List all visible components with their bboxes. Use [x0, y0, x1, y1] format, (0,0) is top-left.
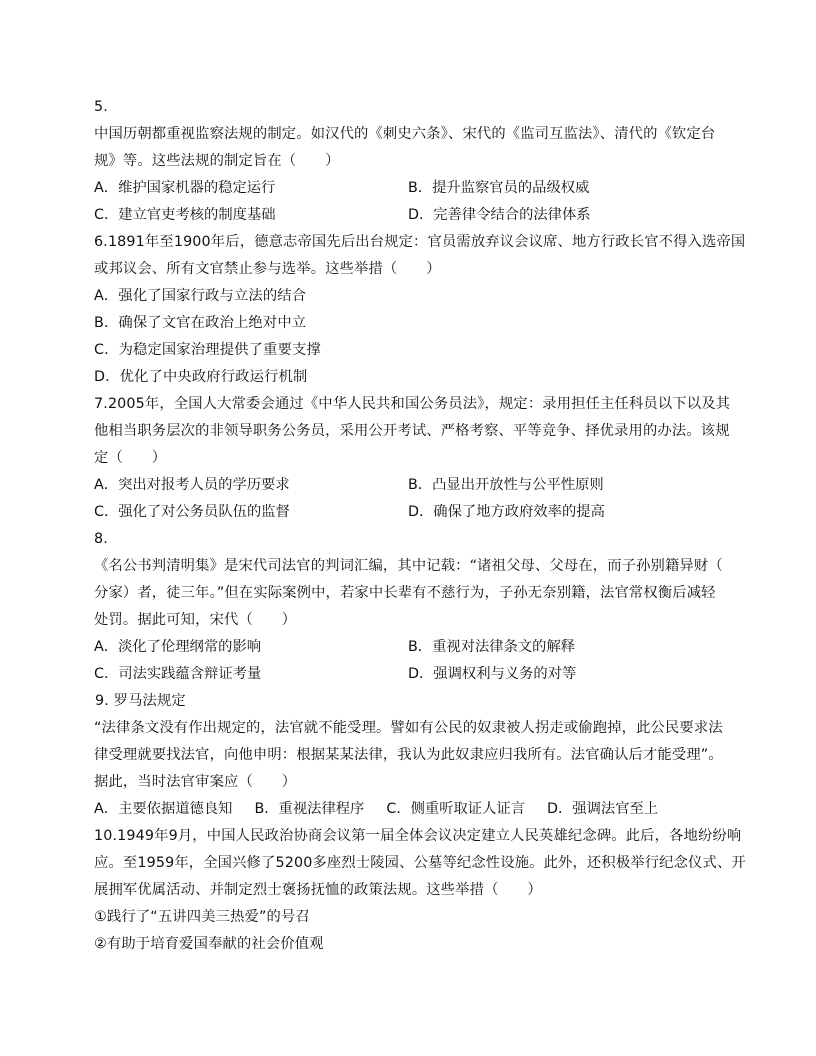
option-row [94, 796, 722, 823]
question-5 [94, 94, 722, 229]
option-row [94, 202, 722, 229]
option-c[interactable]: C．为稳定国家治理提供了重要支撑 [94, 342, 321, 358]
option-row [94, 175, 722, 202]
option-d[interactable]: D．完善律令结合的法律体系 [408, 207, 591, 223]
question-stem-line: 律受理就要找法官，向他申明：根据某某法律，我认为此奴隶应归我所有。法官确认后才能受理”。 [94, 747, 723, 763]
option-d[interactable]: D．强调法官至上 [547, 801, 659, 817]
option-a[interactable]: A．强化了国家行政与立法的结合 [94, 288, 307, 304]
option-row [94, 634, 722, 661]
question-7 [94, 391, 731, 526]
question-stem-line: 6.1891年至1900年后，德意志帝国先后出台规定：官员需放弃议会议席、地方行政长官不得入选帝国 [94, 234, 746, 250]
option-row [94, 472, 722, 499]
question-number: 5. [94, 99, 108, 115]
option-row [94, 661, 722, 688]
option-c[interactable]: C．强化了对公务员队伍的监督 [94, 504, 290, 520]
option-c[interactable]: C．建立官吏考核的制度基础 [94, 207, 276, 223]
statement-item: ①践行了“五讲四美三热爱”的号召 [94, 909, 310, 925]
question-stem-line: 10.1949年9月，中国人民政治协商会议第一届全体会议决定建立人民英雄纪念碑。此后，各地纷纷响 [94, 828, 742, 844]
question-stem-line: 他相当职务层次的非领导职务公务员，采用公开考试、严格考察、平等竞争、择优录用的办法。该规 [94, 423, 730, 439]
option-a[interactable]: A．主要依据道德良知 [94, 801, 233, 817]
statement-item: ②有助于培育爱国奉献的社会价值观 [94, 936, 324, 952]
question-8 [94, 526, 722, 688]
option-b[interactable]: B．确保了文官在政治上绝对中立 [94, 315, 307, 331]
question-stem-line: 《名公书判清明集》是宋代司法官的判词汇编，其中记载：“诸祖父母、父母在，而子孙别籍异财（ [94, 558, 723, 574]
question-stem-line: 规》等。这些法规的制定旨在（ ） [94, 153, 340, 169]
question-list [94, 94, 746, 958]
option-a[interactable]: A．维护国家机器的稳定运行 [94, 180, 276, 196]
option-b[interactable]: B．重视对法律条文的解释 [408, 639, 576, 655]
question-stem-line: 定（ ） [94, 450, 167, 466]
question-6 [94, 229, 746, 391]
question-title: 9. 罗马法规定 [95, 693, 186, 709]
question-stem-line: 7.2005年，全国人大常委会通过《中华人民共和国公务员法》，规定：录用担任主任科员以下以及其 [94, 396, 731, 412]
question-stem-line: 应。至1959年，全国兴修了5200多座烈士陵园、公墓等纪念性设施。此外，还积极举行纪念仪式、开 [94, 855, 746, 871]
question-10 [94, 823, 746, 958]
option-d[interactable]: D．优化了中央政府行政运行机制 [94, 369, 308, 385]
option-d[interactable]: D．强调权利与义务的对等 [408, 666, 577, 682]
question-stem-line: 中国历朝都重视监察法规的制定。如汉代的《刺史六条》、宋代的《监司互监法》、清代的《钦定台 [94, 126, 716, 142]
option-a[interactable]: A．突出对报考人员的学历要求 [94, 477, 290, 493]
question-9 [94, 688, 722, 823]
question-number: 8. [94, 531, 108, 547]
question-stem-line: 或邦议会、所有文官禁止参与选举。这些举措（ ） [94, 261, 441, 277]
option-row [94, 499, 722, 526]
question-stem-line: “法律条文没有作出规定的，法官就不能受理。譬如有公民的奴隶被人拐走或偷跑掉，此公民要求法 [94, 720, 723, 736]
option-d[interactable]: D．确保了地方政府效率的提高 [408, 504, 605, 520]
option-b[interactable]: B．重视法律程序 [254, 801, 365, 817]
option-b[interactable]: B．提升监察官员的品级权威 [408, 180, 590, 196]
question-stem-line: 据此，当时法官审案应（ ） [94, 774, 297, 790]
question-stem-line: 展拥军优属活动、并制定烈士褒扬抚恤的政策法规。这些举措（ ） [94, 882, 542, 898]
option-c[interactable]: C．司法实践蕴含辩证考量 [94, 666, 262, 682]
question-stem-line: 分家）者，徒三年。”但在实际案例中，若家中长辈有不慈行为，子孙无奈别籍，法官常权衡后减轻 [94, 585, 716, 601]
option-b[interactable]: B．凸显出开放性与公平性原则 [408, 477, 604, 493]
option-a[interactable]: A．淡化了伦理纲常的影响 [94, 639, 262, 655]
option-c[interactable]: C．侧重听取证人证言 [386, 801, 525, 817]
question-stem-line: 处罚。据此可知，宋代（ ） [94, 612, 297, 628]
